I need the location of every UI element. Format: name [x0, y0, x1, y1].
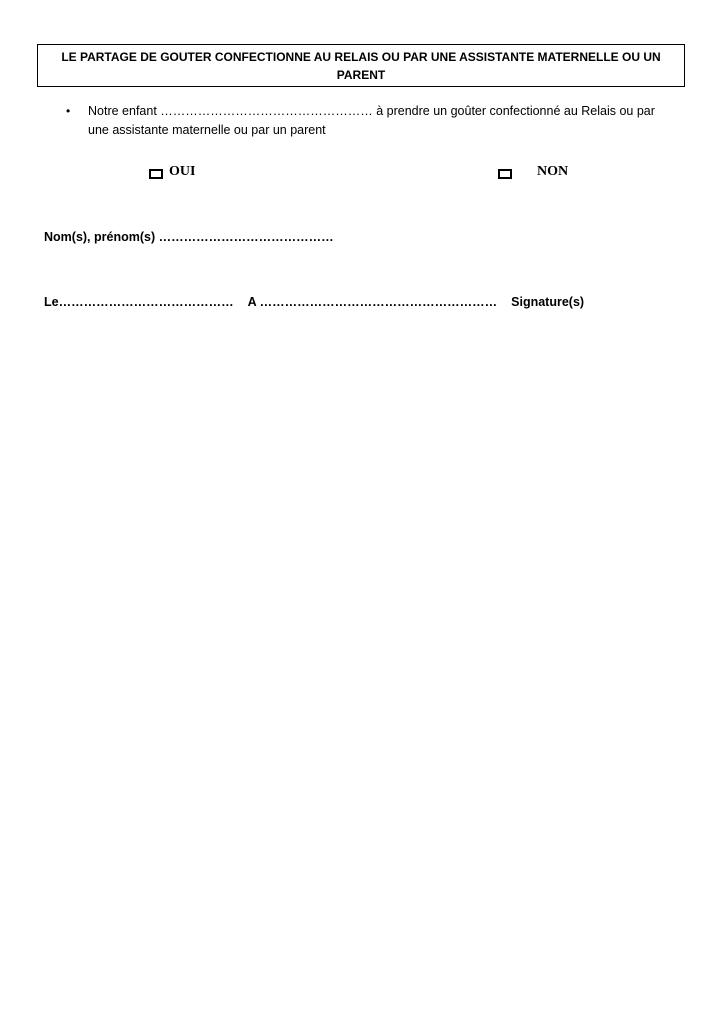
- non-label: NON: [537, 164, 569, 179]
- form-title: LE PARTAGE DE GOUTER CONFECTIONNE AU RELAIS OU PAR UNE ASSISTANTE MATERNELLE OU UN PARENT: [61, 49, 661, 82]
- choice-non[interactable]: [498, 164, 568, 180]
- place-field[interactable]: A …………………………………………………: [247, 295, 498, 309]
- non-checkbox-icon[interactable]: [498, 169, 512, 179]
- oui-checkbox-icon[interactable]: [149, 169, 163, 179]
- oui-label: OUI: [169, 164, 196, 179]
- signature-label: Signature(s): [511, 295, 585, 309]
- bullet-icon: •: [66, 104, 71, 118]
- choice-oui[interactable]: [149, 164, 195, 180]
- name-field-label: Nom(s), prénom(s) ……………………………………: [44, 230, 334, 244]
- signature-row: [44, 295, 584, 309]
- date-field[interactable]: Le……………………………………: [44, 295, 234, 309]
- form-title-box: [37, 44, 685, 87]
- consent-statement-text: Notre enfant …………………………………………… à prendre un goûter confectionné au Relais ou par une assistante maternelle ou par un parent: [88, 104, 655, 137]
- consent-statement: [66, 102, 678, 140]
- name-field[interactable]: [44, 230, 334, 244]
